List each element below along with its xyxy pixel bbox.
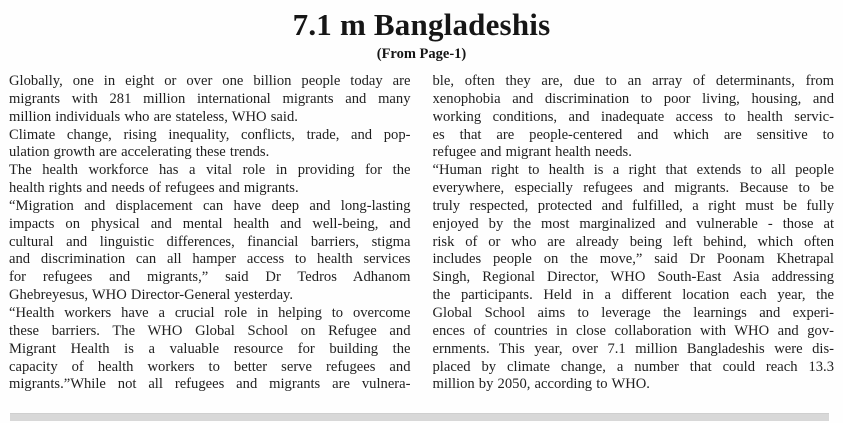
article-line: truly respected, protected and fulfilled, a right must be fully (432, 197, 834, 214)
article-line: includes people on the move,” said Dr Poonam Khetrapal (432, 251, 834, 268)
article-line: Ghebreyesus, WHO Director-General yesterday. (9, 287, 294, 304)
article-line: everywhere, especially refugees and migrants. Because to be (432, 180, 834, 197)
article-subtitle: (From Page-1) (376, 46, 467, 62)
article-line: ernments. This year, over 7.1 million Bangladeshis were dis- (432, 340, 834, 357)
article-line: Singh, Regional Director, WHO South-East Asia addressing (432, 269, 834, 286)
bottom-divider (10, 413, 829, 421)
article-headline: 7.1 m Bangladeshis (292, 7, 551, 42)
article-line: xenophobia and discrimination to poor living, housing, and (432, 90, 834, 107)
article-line: ences of countries in close collaboration with WHO and gov- (432, 322, 834, 339)
article-line: and discrimination can all hamper access to health services (9, 251, 411, 268)
article-column-left (9, 73, 411, 394)
article-line: risk of or who are already being left behind, which often (432, 233, 834, 250)
article-line: these barriers. The WHO Global School on Refugee and (9, 322, 411, 339)
article-line: ulation growth are accelerating these trends. (9, 144, 270, 161)
article-line: Migrant Health is a valuable resource for building the (9, 340, 411, 357)
article-line: migrants with 281 million international migrants and many (9, 90, 411, 107)
article-line: working conditions, and inadequate access to health servic- (432, 108, 834, 125)
article-line: Global School aims to leverage the learnings and experi- (432, 304, 834, 321)
article-line: migrants.”While not all refugees and migrants are vulnera- (9, 376, 411, 393)
article-line: placed by climate change, a number that could reach 13.3 (432, 358, 834, 375)
article-line: cultural and linguistic differences, financial barriers, stigma (9, 233, 411, 250)
article-line: ble, often they are, due to an array of determinants, from (432, 73, 834, 89)
article-header (0, 0, 843, 63)
article-line: Climate change, rising inequality, conflicts, trade, and pop- (9, 126, 411, 143)
article-line: “Human right to health is a right that extends to all people (432, 162, 834, 179)
article-line: health rights and needs of refugees and migrants. (9, 180, 299, 197)
article-body (0, 73, 843, 394)
article-line: The health workforce has a vital role in providing for the (9, 162, 411, 179)
article-column-right (433, 73, 835, 394)
article-line: “Migration and displacement can have deep and long-lasting (9, 197, 411, 214)
article-line: es that are people-centered and which are sensitive to (432, 126, 834, 143)
article-line: impacts on physical and mental health and well-being, and (9, 215, 411, 232)
article-line: enjoyed by the most marginalized and vulnerable - those at (432, 215, 834, 232)
article-line: refugee and migrant health needs. (432, 144, 632, 161)
article-line: million individuals who are stateless, WHO said. (9, 108, 298, 125)
article-line: “Health workers have a crucial role in helping to overcome (9, 304, 411, 321)
article-line: million by 2050, according to WHO. (432, 376, 650, 393)
article-line: capacity of health workers to better serve refugees and (9, 358, 411, 375)
article-line: the participants. Held in a different location each year, the (432, 287, 834, 304)
article-line: Globally, one in eight or over one billion people today are (9, 73, 411, 89)
article-line: for refugees and migrants,” said Dr Tedros Adhanom (9, 269, 411, 286)
